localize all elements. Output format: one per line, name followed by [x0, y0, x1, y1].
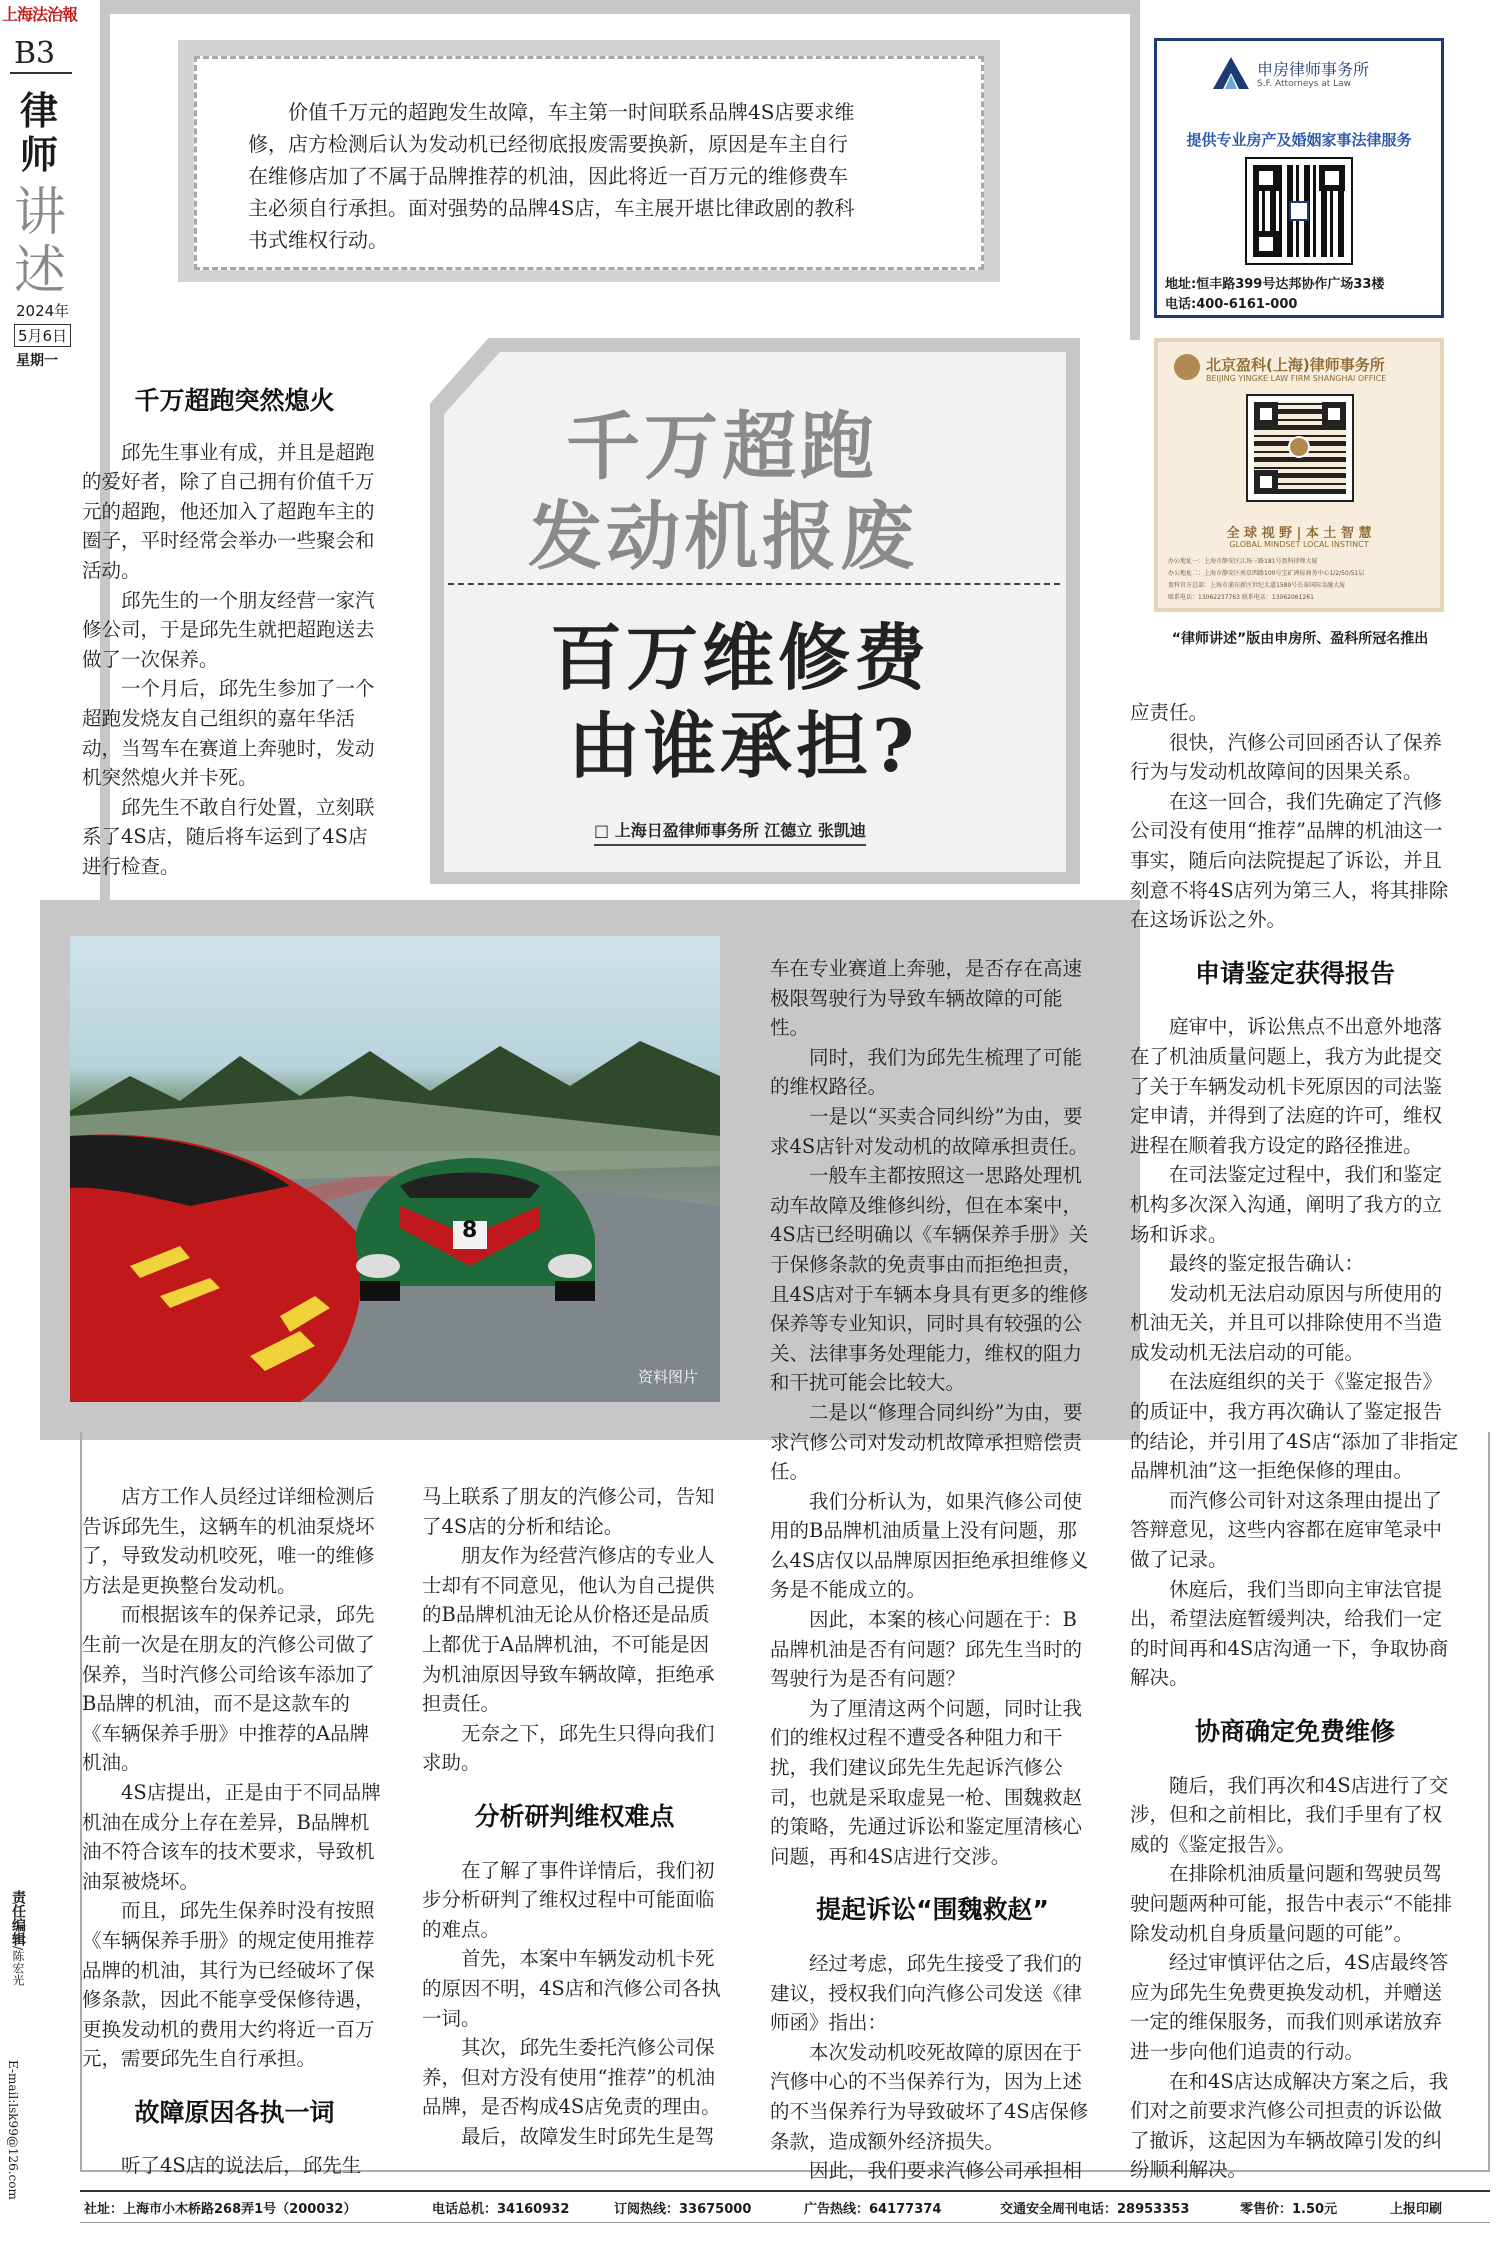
shenfang-firm: 申房律师事务所 — [1257, 60, 1370, 79]
paragraph: 而且，邱先生保养时没有按照《车辆保养手册》的规定使用推荐品牌的机油，其行为已经破坏了保修条款，因此不能享受保修待遇，更换发动机的费用大约将近一百万元，需要邱先生自行承担。 — [82, 1899, 375, 2071]
paragraph: 应责任。 — [1130, 701, 1209, 724]
footer-order: 订阅热线：33675000 — [614, 2202, 752, 2217]
byline-authors: 上海日盈律师事务所 江德立 张凯迪 — [614, 821, 866, 840]
byline-mark: □ — [594, 821, 610, 840]
paragraph: 因此，我们要求汽修公司承担相 — [809, 2159, 1083, 2183]
column-char-2: 师 — [20, 133, 59, 177]
shenfang-phone: 电话:400-6161-000 — [1165, 297, 1298, 312]
footer-address: 社址：上海市小木桥路268弄1号（200032） — [84, 2202, 357, 2217]
paragraph: 同时，我们为邱先生梳理了可能的维权路径。 — [770, 1045, 1083, 1099]
issue-weekday: 星期一 — [16, 353, 58, 369]
heading-supercar-stall: 千万超跑突然熄火 — [134, 386, 335, 415]
editor-credit — [6, 1890, 28, 1986]
yingke-line-4: 联系电话：13062237763 联系电话：13062061261 — [1168, 594, 1314, 601]
heading-analysis: 分析研判维权难点 — [474, 1801, 675, 1831]
shenfang-slogan: 提供专业房产及婚姻家事法律服务 — [1186, 131, 1412, 149]
paragraph: 很快，汽修公司回函否认了保养行为与发动机故障间的因果关系。 — [1130, 730, 1443, 784]
paragraph: 在排除机油质量问题和驾驶员驾驶问题两种可能，报告中表示“不能排除发动机自身质量问题的可能”。 — [1130, 1862, 1452, 1945]
paragraph: 店方工作人员经过详细检测后告诉邱先生，这辆车的机油泵烧坏了，导致发动机咬死，唯一的维修方法是更换整台发动机。 — [82, 1485, 375, 1597]
shenfang-qr-code — [1247, 159, 1351, 263]
footer-ad: 广告热线：64177374 — [804, 2202, 942, 2217]
yingke-qr-code — [1248, 396, 1352, 500]
page-number: B3 — [14, 36, 56, 71]
yingke-line-2: 办公地址二：上海市静安区南京西路100号宝矿洲际商务中心1/2/50/51层 — [1168, 570, 1365, 577]
race-car-photo — [70, 936, 720, 1402]
masthead — [0, 0, 80, 370]
paragraph: 经过考虑，邱先生接受了我们的建议，授权我们向汽修公司发送《律师函》指出： — [770, 1952, 1083, 2035]
footer-price: 零售价：1.50元 — [1240, 2202, 1338, 2217]
frame-top — [100, 0, 1138, 14]
paragraph: 随后，我们再次和4S店进行了交涉，但和之前相比，我们手里有了权威的《鉴定报告》。 — [1130, 1773, 1449, 1856]
yingke-line-3: 盈科官方总部：上海市浦东新区世纪大道1589号长泰国际金融大厦 — [1168, 582, 1346, 589]
footer-phone: 电话总机：34160932 — [432, 2202, 570, 2217]
yingke-motto-en: GLOBAL MINDSET LOCAL INSTINCT — [1229, 540, 1369, 549]
footer-rule-top — [80, 2190, 1490, 2192]
paragraph: 休庭后，我们当即向主审法官提出，希望法庭暂缓判决，给我们一定的时间再和4S店沟通一下，争取协商解决。 — [1130, 1577, 1449, 1690]
frame-right — [1130, 0, 1140, 340]
column-char-1: 律 — [20, 89, 59, 133]
paragraph: 在司法鉴定过程中，我们和鉴定机构多次深入沟通，阐明了我方的立场和诉求。 — [1130, 1163, 1443, 1246]
intro-text: 价值千万元的超跑发生故障，车主第一时间联系品牌4S店要求维修，店方检测后认为发动机已经彻底报废需要换新，原因是车主自行在维修店加了不属于品牌推荐的机油，因此将近一百万元的维修费车主必须自行承担。面对强势的品牌4S店，车主展开堪比律政剧的教科书式维权行动。 — [248, 100, 855, 252]
editor-email: E-mail:lsk99@126.com — [6, 2060, 20, 2200]
frame-photo-band-right — [720, 900, 760, 1440]
paragraph: 本次发动机咬死故障的原因在于汽修中心的不当保养行为，因为上述的不当保养行为导致破坏了4S店保修条款，造成额外经济损失。 — [770, 2040, 1089, 2153]
masthead-rule — [10, 72, 72, 74]
headline-line-2: 发动机报废 — [528, 494, 918, 580]
col2 — [422, 1482, 727, 2151]
column-char-3: 讲 — [14, 183, 67, 243]
col1-bottom — [82, 1482, 387, 2181]
byline — [594, 818, 866, 846]
column-char-4: 述 — [14, 241, 67, 301]
paragraph: 发动机无法启动原因与所使用的机油无关，并且可以排除使用不当造成发动机无法启动的可能。 — [1130, 1281, 1443, 1364]
yingke-logo-icon — [1174, 354, 1200, 380]
col1-top — [82, 376, 387, 882]
heading-free-repair: 协商确定免费维修 — [1194, 1717, 1395, 1746]
headline-line-1: 千万超跑 — [566, 404, 878, 490]
editor-name: /陈宏光 — [11, 1946, 25, 1987]
paragraph: 朋友作为经营汽修店的专业人士却有不同意见，他认为自己提供的B品牌机油无论从价格还是品质上都优于A品牌机油，不可能是因为机油原因导致车辆故障，拒绝承担责任。 — [422, 1544, 715, 1716]
paragraph: 4S店提出，正是由于不同品牌机油在成分上存在差异，B品牌机油不符合该车的技术要求，导致机油泵被烧坏。 — [82, 1780, 381, 1893]
paragraph: 邱先生事业有成，并且是超跑的爱好者，除了自己拥有价值千万元的超跑，他还加入了超跑车主的圈子，平时经常会举办一些聚会和活动。 — [82, 440, 375, 582]
paragraph: 车在专业赛道上奔驰，是否存在高速极限驾驶行为导致车辆故障的可能性。 — [770, 957, 1083, 1040]
paragraph: 邱先生不敢自行处置，立刻联系了4S店，随后将车运到了4S店进行检查。 — [82, 795, 375, 878]
paragraph: 为了厘清这两个问题，同时让我们的维权过程不遭受各种阻力和干扰，我们建议邱先生先起诉汽修公司，也就是采取虚晃一枪、围魏救赵的策略，先通过诉讼和鉴定厘清核心问题，再和4S店进行交涉。 — [770, 1696, 1083, 1868]
footer-print: 上报印刷 — [1390, 2202, 1443, 2217]
paragraph: 二是以“修理合同纠纷”为由，要求汽修公司对发动机故障承担赔偿责任。 — [770, 1400, 1083, 1484]
yingke-motto: 全 球 视 野 | 本 土 智 慧 — [1226, 526, 1372, 541]
issue-year: 2024年 — [16, 302, 70, 320]
yingke-line-1: 办公地址一：上海市静安区江场三路181号盈科律师大厦 — [1168, 558, 1318, 565]
paragraph: 在和4S店达成解决方案之后，我们对之前要求汽修公司担责的诉讼做了撤诉，这起因为车辆故障引发的纠纷顺利解决。 — [1130, 2069, 1449, 2182]
heading-appraisal: 申请鉴定获得报告 — [1194, 958, 1395, 988]
paragraph: 因此，本案的核心问题在于：B品牌机油是否有问题？邱先生当时的驾驶行为是否有问题？ — [770, 1608, 1083, 1691]
paragraph: 在这一回合，我们先确定了汽修公司没有使用“推荐”品牌的机油这一事实，随后向法院提起了诉讼，并且刻意不将4S店列为第三人，将其排除在这场诉讼之外。 — [1130, 789, 1449, 932]
yingke-firm: 北京盈科(上海)律师事务所 — [1206, 356, 1385, 374]
issue-date: 5月6日 — [14, 324, 71, 347]
sponsor-credit: “律师讲述”版由申房所、盈科所冠名推出 — [1171, 631, 1429, 647]
intro-box — [178, 40, 1000, 282]
paragraph: 在法庭组织的关于《鉴定报告》的质证中，我方再次确认了鉴定报告的结论，并引用了4S店“添加了非指定品牌机油”这一拒绝保修的理由。 — [1130, 1370, 1459, 1483]
headline-divider — [448, 583, 1060, 585]
paragraph: 我们分析认为，如果汽修公司使用的B品牌机油质量上没有问题，那么4S店仅以品牌原因拒绝承担维修义务是不能成立的。 — [770, 1489, 1089, 1602]
paragraph: 其次，邱先生委托汽修公司保养，但对方没有使用“推荐”的机油品牌，是否构成4S店免责的理由。 — [422, 2036, 721, 2119]
footer-rule-bottom — [80, 2222, 1490, 2223]
paragraph: 庭审中，诉讼焦点不出意外地落在了机油质量问题上，我方为此提交了关于车辆发动机卡死原因的司法鉴定申请，并得到了法庭的许可，维权进程在顺着我方设定的路径推进。 — [1130, 1015, 1443, 1157]
footer-traffic: 交通安全周刊电话：28953353 — [1000, 2202, 1190, 2217]
paragraph: 马上联系了朋友的汽修公司，告知了4S店的分析和结论。 — [422, 1485, 715, 1538]
paragraph: 最终的鉴定报告确认： — [1169, 1252, 1365, 1276]
photo-caption: 资料图片 — [638, 1368, 699, 1386]
paragraph: 一个月后，邱先生参加了一个超跑发烧友自己组织的嘉年华活动，当驾车在赛道上奔驰时，发动机突然熄火并卡死。 — [82, 677, 375, 790]
ad-yingke — [1154, 338, 1444, 612]
car-number: 8 — [462, 1218, 478, 1243]
paragraph: 首先，本案中车辆发动机卡死的原因不明，4S店和汽修公司各执一词。 — [422, 1947, 721, 2030]
shenfang-logo-icon — [1211, 55, 1251, 91]
shenfang-address: 地址:恒丰路399号达邦协作广场33楼 — [1165, 277, 1385, 292]
paragraph: 而根据该车的保养记录，邱先生前一次是在朋友的汽修公司做了保养，当时汽修公司给该车添加了B品牌的机油，而不是这款车的《车辆保养手册》中推荐的A品牌机油。 — [82, 1603, 375, 1775]
paragraph: 邱先生的一个朋友经营一家汽修公司，于是邱先生就把超跑送去做了一次保养。 — [82, 588, 375, 671]
paragraph: 一是以“买卖合同纠纷”为由，要求4S店针对发动机的故障承担责任。 — [770, 1104, 1089, 1158]
yingke-firm-en: BEIJING YINGKE LAW FIRM SHANGHAI OFFICE — [1206, 374, 1387, 383]
paragraph: 无奈之下，邱先生只得向我们求助。 — [422, 1721, 715, 1775]
headline-line-4: 由谁承担? — [568, 703, 919, 788]
paragraph: 最后，故障发生时邱先生是驾 — [461, 2124, 715, 2148]
col3 — [770, 954, 1095, 2186]
paper-logo: 上海法治報 — [2, 5, 78, 24]
paragraph: 在了解了事件详情后，我们初步分析研判了维权过程中可能面临的难点。 — [422, 1858, 715, 1941]
paragraph: 经过审慎评估之后，4S店最终答应为邱先生免费更换发动机，并赠送一定的维保服务，而我们则承诺放弃进一步向他们追责的行动。 — [1130, 1951, 1449, 2063]
ad-shenfang — [1154, 38, 1444, 318]
heading-fault-dispute: 故障原因各执一词 — [134, 2097, 335, 2127]
heading-lawsuit: 提起诉讼“围魏救赵” — [816, 1895, 1049, 1925]
shenfang-firm-en: S.F. Attorneys at Law — [1257, 79, 1352, 89]
col4 — [1130, 698, 1460, 2185]
paragraph: 一般车主都按照这一思路处理机动车故障及维修纠纷，但在本案中，4S店已经明确以《车辆保养手册》关于保修条款的免责事由而拒绝担责，且4S店对于车辆本身具有更多的维修保养等专业知识，同时具有较强的公关、法律事务处理能力，维权的阻力和干扰可能会比较大。 — [770, 1164, 1089, 1395]
paragraph: 听了4S店的说法后，邱先生 — [121, 2154, 362, 2178]
headline-line-3: 百万维修费 — [550, 615, 931, 700]
paragraph: 而汽修公司针对这条理由提出了答辩意见，这些内容都在庭审笔录中做了记录。 — [1130, 1488, 1443, 1572]
editor-label: 责任编辑 — [10, 1890, 26, 1946]
